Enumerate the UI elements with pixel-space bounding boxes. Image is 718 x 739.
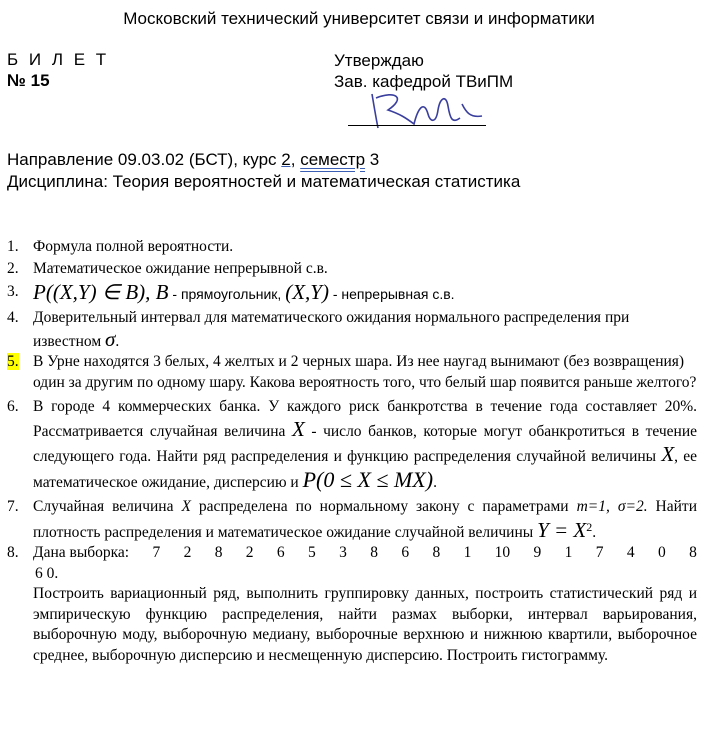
direction-line — [7, 149, 520, 171]
ticket-label: Б И Л Е Т — [7, 50, 110, 69]
signature-line — [348, 125, 486, 126]
text-part: , ее математическое ожидание, дисперсию и — [33, 448, 697, 491]
question-3 — [7, 279, 697, 308]
approval-block — [334, 50, 513, 92]
question-number: 2. — [7, 259, 19, 277]
text-part: . — [592, 524, 597, 542]
formula: Y = X — [537, 518, 587, 543]
formula: P((X,Y) ∈ B), B — [33, 280, 169, 304]
text-part: . — [433, 474, 437, 491]
sample-value: 2 — [245, 544, 254, 562]
variable-x: X — [181, 498, 191, 515]
question-7 — [7, 496, 697, 543]
sample-value: 7 — [595, 544, 604, 562]
course-value: 2, — [281, 150, 296, 169]
question-number: 4. — [7, 309, 19, 326]
sample-row — [33, 543, 697, 564]
sample-value: 4 — [626, 544, 635, 562]
question-number — [7, 352, 33, 393]
direction-prefix: Направление 09.03.02 (БСТ), курс — [7, 150, 282, 169]
question-5 — [7, 352, 697, 393]
text-part: Случайная величина — [33, 498, 182, 515]
sample-value: 8 — [432, 544, 441, 562]
sample-value: 9 — [533, 544, 542, 562]
text-part: - прямоугольник, — [168, 286, 286, 302]
sample-value: 6 — [276, 544, 285, 562]
question-text: Формула полной вероятности. — [33, 238, 234, 255]
sample-value: 3 — [339, 544, 347, 562]
question-number: 3. — [7, 283, 19, 300]
question-text: Математическое ожидание непрерывной с.в. — [33, 259, 328, 277]
question-list — [7, 237, 697, 666]
sample-value: 1 — [463, 544, 472, 562]
question-8 — [7, 543, 697, 666]
semester-word: семестр — [300, 150, 366, 169]
sample-value: 5 — [308, 544, 316, 562]
question-text — [33, 395, 697, 494]
formula-exponent: 2 — [586, 520, 593, 534]
question-1 — [7, 237, 697, 258]
university-title: Московский технический университет связи и информатики — [123, 9, 595, 28]
sample-value: 8 — [689, 544, 697, 562]
head-of-department-text: Зав. кафедрой ТВиПМ — [334, 72, 514, 91]
text-part: Доверительный интервал для математического ожидания нормального распределения при известном — [33, 309, 630, 350]
sigma-symbol: σ — [105, 326, 116, 351]
question-2 — [7, 259, 697, 280]
sample-value: 8 — [214, 544, 223, 562]
question-text — [33, 543, 697, 666]
sample-tail: 6 0. — [35, 564, 59, 582]
sample-label: Дана выборка: — [33, 544, 130, 562]
sample-value: 10 — [494, 544, 511, 562]
text-part: Найти плотность распределения и математическое ожидание случайной величины — [33, 498, 697, 542]
text-part: - число банков, которые могут обанкротиться в течение следующего года. Найти ряд распределения и функцию распределения случайной величины — [33, 423, 697, 465]
sample-value: 1 — [564, 544, 573, 562]
question-text — [33, 279, 697, 308]
discipline-line: Дисциплина: Теория вероятностей и математическая статистика — [7, 172, 521, 191]
text-part: распределена по нормальному закону с параметрами — [190, 498, 577, 515]
semester-value: 3 — [369, 150, 380, 169]
sample-value: 7 — [152, 544, 161, 562]
question-number: 8. — [7, 544, 19, 562]
sample-value: 0 — [657, 544, 666, 562]
task-text: Построить вариационный ряд, выполнить группировку данных, построить статистический ряд и эмпирическую функцию распределения, найти размах выборки, интервал варьирования, выборочную моду, выборочную медиану, выборочные верхнюю и нижнюю квартили, выборочное среднее, выборочную дисперсию и несмещенную дисперсию. Построить гистограмму. — [33, 585, 697, 664]
question-text — [33, 308, 697, 352]
question-number: 7. — [7, 498, 19, 515]
sample-value: 8 — [370, 544, 378, 562]
formula: (X,Y) — [285, 280, 329, 304]
parameters: m=1, σ=2. — [576, 498, 648, 515]
variable-x: X — [292, 417, 305, 441]
question-text: В Урне находятся 3 белых, 4 желтых и 2 черных шара. Из нее наугад вынимают (без возвращения) один за другим по одному шару. Какова вероятность того, что белый шар появится раньше желтого? — [33, 353, 697, 391]
approve-text: Утверждаю — [334, 51, 424, 70]
text-part: . — [115, 332, 120, 350]
text-part: В городе 4 коммерческих банка. У каждого риск банкротства в течение года составляет 20%. Рассматривается случайная величина — [33, 398, 697, 440]
question-text — [33, 496, 697, 543]
formula: P(0 ≤ X ≤ MX) — [302, 467, 434, 492]
question-4 — [7, 308, 697, 352]
sample-value: 6 — [401, 544, 410, 562]
question-number: 6. — [7, 398, 19, 415]
question-number: 1. — [7, 238, 19, 255]
text-part: - непрерывная с.в. — [328, 286, 455, 302]
sample-value: 2 — [183, 544, 192, 562]
ticket-number: № 15 — [7, 71, 50, 90]
course-info — [7, 149, 520, 193]
question-6 — [7, 395, 697, 494]
highlight-number: 5. — [7, 353, 19, 370]
variable-x: X — [661, 442, 675, 466]
